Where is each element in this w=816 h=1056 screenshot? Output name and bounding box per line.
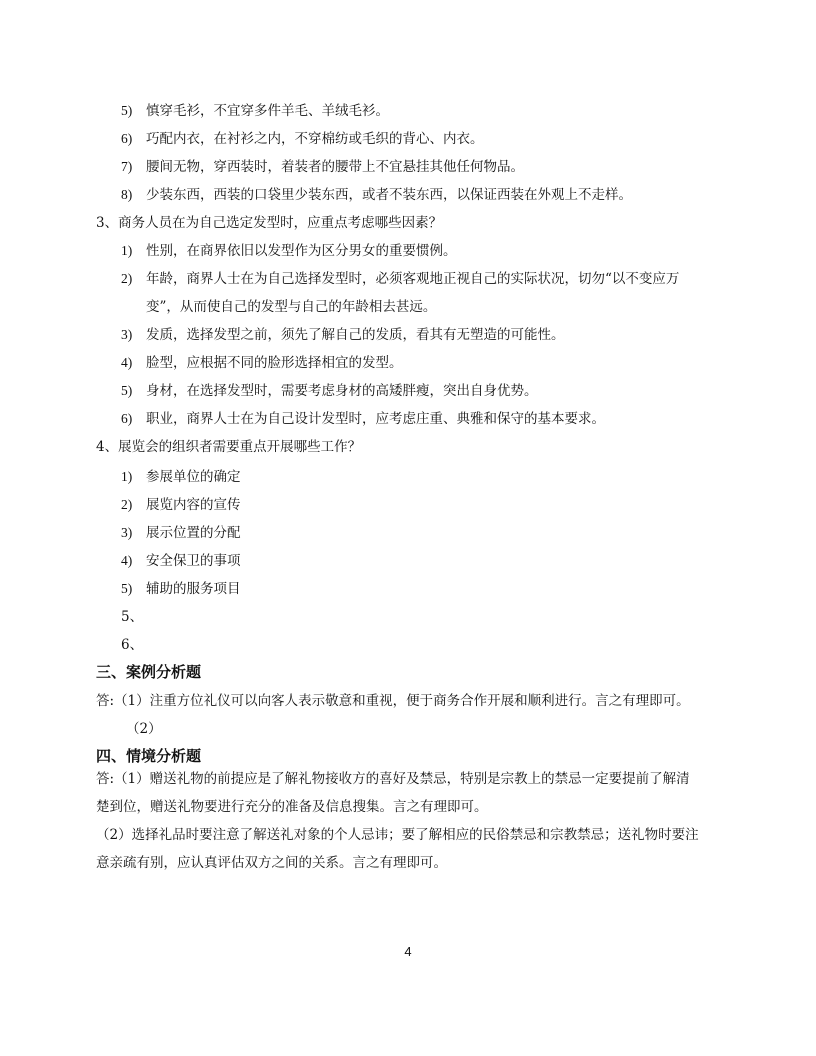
empty-list-item: 5、 bbox=[121, 609, 144, 625]
list-item-number: 7) bbox=[121, 159, 133, 174]
list-item-number: 3) bbox=[121, 525, 133, 540]
section-4-answer-1-line-1: 答:（1）赠送礼物的前提应是了解礼物接收方的喜好及禁忌，特别是宗教上的禁忌一定要提前了解清 bbox=[96, 771, 690, 787]
list-item-text: 身材，在选择发型时，需要考虑身材的高矮胖瘦，突出自身优势。 bbox=[146, 383, 538, 399]
list-item-text-continued: 变”，从而使自己的发型与自己的年龄相去甚远。 bbox=[146, 299, 437, 315]
list-item-text: 慎穿毛衫，不宜穿多件羊毛、羊绒毛衫。 bbox=[146, 103, 389, 119]
section-4-answer-1-line-2: 楚到位，赠送礼物要进行充分的准备及信息搜集。言之有理即可。 bbox=[96, 799, 488, 815]
list-item-number: 3) bbox=[121, 327, 133, 342]
list-item-number: 5) bbox=[121, 581, 133, 596]
list-item-text: 展览内容的宣传 bbox=[146, 497, 241, 513]
list-item-number: 8) bbox=[121, 187, 133, 202]
list-item-text: 安全保卫的事项 bbox=[146, 553, 241, 569]
section-4-title: 四、情境分析题 bbox=[96, 747, 202, 765]
list-item-number: 1) bbox=[121, 243, 133, 258]
list-item-text: 辅助的服务项目 bbox=[146, 581, 241, 597]
section-3-answer-1: 答:（1）注重方位礼仪可以向客人表示敬意和重视，便于商务合作开展和顺利进行。言之有理即可。 bbox=[96, 693, 690, 709]
question-3: 3、商务人员在为自己选定发型时，应重点考虑哪些因素？ bbox=[96, 215, 443, 231]
section-4-answer-2-line-1: （2）选择礼品时要注意了解送礼对象的个人忌讳；要了解相应的民俗禁忌和宗教禁忌；送礼物时要注 bbox=[96, 827, 699, 843]
list-item-text: 腰间无物，穿西装时，着装者的腰带上不宜悬挂其他任何物品。 bbox=[146, 159, 524, 175]
page-number: 4 bbox=[404, 944, 412, 959]
list-item-text: 性别，在商界依旧以发型作为区分男女的重要惯例。 bbox=[146, 243, 457, 259]
list-item-number: 6) bbox=[121, 411, 133, 426]
list-item-text: 职业，商界人士在为自己设计发型时，应考虑庄重、典雅和保守的基本要求。 bbox=[146, 411, 605, 427]
list-item-text: 巧配内衣，在衬衫之内，不穿棉纺或毛织的背心、内衣。 bbox=[146, 131, 484, 147]
section-3-title: 三、案例分析题 bbox=[96, 663, 202, 681]
list-item-text: 年龄，商界人士在为自己选择发型时，必须客观地正视自己的实际状况，切勿“以不变应万 bbox=[146, 271, 680, 287]
list-item-number: 5) bbox=[121, 103, 133, 118]
list-item-number: 6) bbox=[121, 131, 133, 146]
list-item-number: 4) bbox=[121, 553, 133, 568]
list-item-number: 2) bbox=[121, 497, 133, 512]
section-3-answer-2: （2） bbox=[126, 721, 162, 737]
question-4: 4、展览会的组织者需要重点开展哪些工作？ bbox=[96, 439, 362, 455]
section-4-answer-2-line-2: 意亲疏有别，应认真评估双方之间的关系。言之有理即可。 bbox=[96, 855, 447, 871]
list-item-text: 展示位置的分配 bbox=[146, 525, 241, 541]
list-item-text: 脸型，应根据不同的脸形选择相宜的发型。 bbox=[146, 355, 403, 371]
list-item-number: 2) bbox=[121, 271, 133, 286]
list-item-text: 参展单位的确定 bbox=[146, 469, 241, 485]
list-item-number: 1) bbox=[121, 469, 133, 484]
list-item-text: 发质，选择发型之前，须先了解自己的发质，看其有无塑造的可能性。 bbox=[146, 327, 565, 343]
list-item-text: 少装东西，西装的口袋里少装东西，或者不装东西，以保证西装在外观上不走样。 bbox=[146, 187, 632, 203]
list-item-number: 4) bbox=[121, 355, 133, 370]
list-item-number: 5) bbox=[121, 383, 133, 398]
empty-list-item: 6、 bbox=[121, 637, 144, 653]
